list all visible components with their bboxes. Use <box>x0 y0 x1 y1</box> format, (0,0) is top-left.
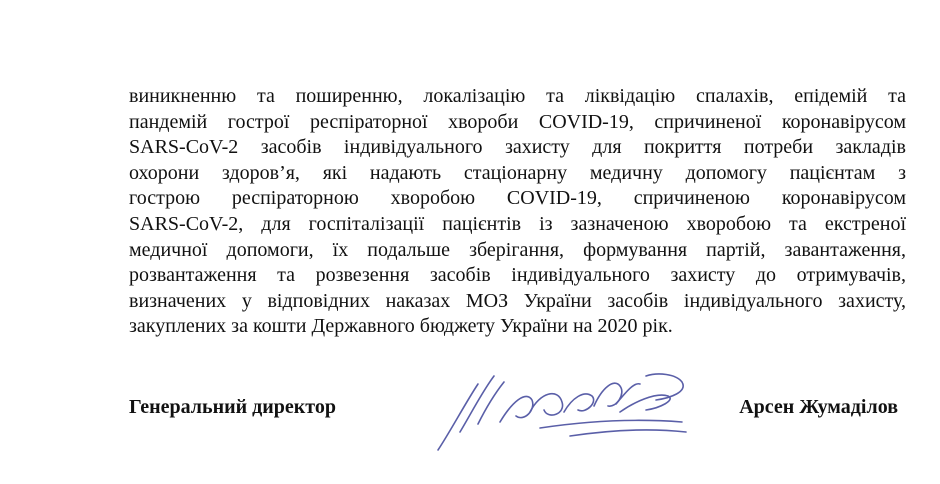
body-line: гострою респіраторною хворобою COVID-19, спричиненою коронавірусом <box>129 187 906 210</box>
handwritten-signature <box>420 362 700 458</box>
body-line: охорони здоров’я, які надають стаціонарну медичну допомогу пацієнтам з <box>129 161 906 184</box>
body-line: медичної допомоги, їх подальше зберігання, формування партій, завантаження, <box>129 238 906 261</box>
position-title: Генеральний директор <box>129 396 336 418</box>
body-line: SARS-CoV-2, для госпіталізації пацієнтів із зазначеною хворобою та екстреної <box>129 212 906 235</box>
body-line: визначених у відповідних наказах МОЗ України засобів індивідуального захисту, <box>129 289 906 312</box>
body-line: виникненню та поширенню, локалізацію та ліквідацію спалахів, епідемій та <box>129 85 906 107</box>
body-line: розвантаження та розвезення засобів індивідуального захисту до отримувачів, <box>129 264 906 287</box>
signer-name: Арсен Жумаділов <box>739 396 898 418</box>
body-line: закуплених за кошти Державного бюджету України на 2020 рік. <box>129 315 673 338</box>
body-line: пандемій гострої респіраторної хвороби COVID-19, спричиненої коронавірусом <box>129 110 906 133</box>
body-line: SARS-CoV-2 засобів індивідуального захисту для покриття потреби закладів <box>129 136 906 159</box>
